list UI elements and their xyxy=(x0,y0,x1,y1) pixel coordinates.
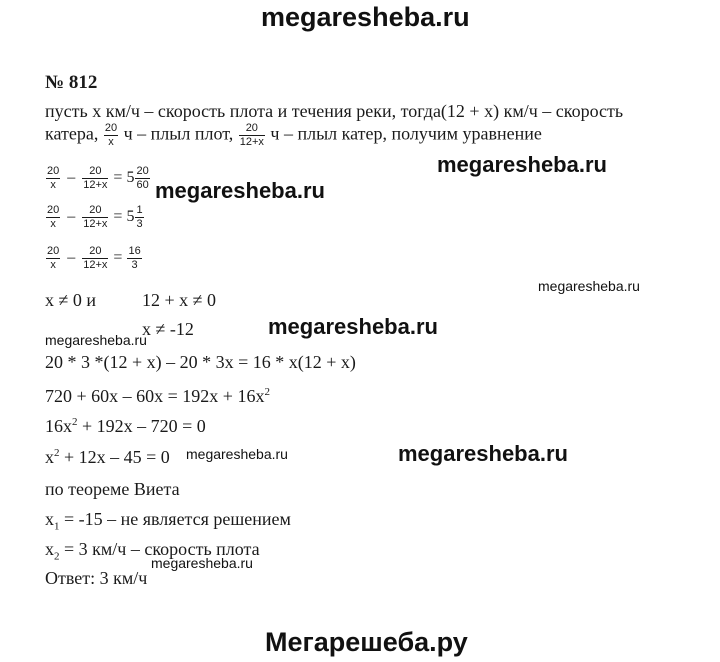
fraction xyxy=(135,165,149,192)
fraction xyxy=(135,204,143,231)
answer-line: Ответ: 3 км/ч xyxy=(45,568,148,588)
watermark-large: megaresheba.ru xyxy=(398,441,568,466)
step-text: 720 + 60x – 60x = 192x + 16x xyxy=(45,386,265,406)
denominator: x xyxy=(50,217,56,230)
statement-line-1: пусть x км/ч – скорость плота и течения реки, тогда(12 + x) км/ч – скорость xyxy=(45,101,624,121)
statement-text: ч – плыл плот, xyxy=(123,123,234,144)
fraction xyxy=(46,245,60,272)
denominator: x xyxy=(50,258,56,271)
equation-2 xyxy=(45,202,145,232)
step-4 xyxy=(45,442,170,468)
fraction xyxy=(46,204,60,231)
watermark-small: megaresheba.ru xyxy=(186,446,288,462)
numerator: 20 xyxy=(82,165,108,179)
fraction xyxy=(82,165,108,192)
numerator: 1 xyxy=(136,203,143,216)
denominator: 12+x xyxy=(83,258,108,271)
equation-1 xyxy=(45,163,151,193)
watermark-large: megaresheba.ru xyxy=(155,178,325,203)
fraction-20-over-12x xyxy=(239,122,265,149)
fraction xyxy=(46,165,60,192)
denominator: 12+x xyxy=(83,178,108,191)
step-text: x xyxy=(45,509,54,529)
numerator: 20 xyxy=(239,122,265,136)
numerator: 20 xyxy=(47,244,60,257)
equation-3 xyxy=(45,243,143,273)
minus-sign: – xyxy=(67,169,76,187)
numerator: 20 xyxy=(82,204,108,218)
statement-text: ч – плыл катер, получим уравнение xyxy=(270,123,542,144)
step-text: + 192x – 720 = 0 xyxy=(77,416,206,436)
problem-number: № 812 xyxy=(45,72,98,93)
header-watermark: megaresheba.ru xyxy=(261,2,470,32)
denominator: x xyxy=(50,178,56,191)
watermark-large: megaresheba.ru xyxy=(437,152,607,177)
minus-sign: – xyxy=(67,249,76,267)
minus-sign: – xyxy=(67,208,76,226)
fraction xyxy=(82,245,108,272)
step-text: x xyxy=(45,447,54,467)
exponent: 2 xyxy=(264,386,270,398)
step-3 xyxy=(45,411,206,437)
footer-watermark: Мегарешеба.ру xyxy=(265,627,468,657)
watermark-small: megaresheba.ru xyxy=(45,332,147,348)
numerator: 16 xyxy=(128,244,141,257)
fraction xyxy=(82,204,108,231)
denominator: 3 xyxy=(136,217,143,230)
denominator: 12+x xyxy=(83,217,108,230)
step-text: = 3 км/ч – скорость плота xyxy=(59,539,260,559)
restriction-3: x ≠ -12 xyxy=(142,319,194,339)
denominator: x xyxy=(108,136,114,148)
step-text: + 12x – 45 = 0 xyxy=(59,447,170,467)
subscript: 1 xyxy=(54,520,60,533)
vieta-line: по теореме Виета xyxy=(45,479,180,499)
numerator: 20 xyxy=(136,164,149,177)
watermark-small: megaresheba.ru xyxy=(151,555,253,571)
denominator: 12+x xyxy=(239,136,264,148)
step-text: x xyxy=(45,539,54,559)
exponent: 2 xyxy=(54,447,60,459)
exponent: 2 xyxy=(72,416,78,428)
statement-text: катера, xyxy=(45,123,99,144)
equals-sign: = xyxy=(113,249,123,266)
step-text: = -15 – не является решением xyxy=(59,509,291,529)
equals-five: = 5 xyxy=(113,208,135,225)
watermark-small: megaresheba.ru xyxy=(538,278,640,294)
numerator: 20 xyxy=(47,203,60,216)
fraction-20-over-x xyxy=(104,122,118,149)
numerator: 20 xyxy=(104,122,118,134)
step-2 xyxy=(45,381,270,407)
statement-line-2 xyxy=(45,122,542,149)
restriction-2: 12 + x ≠ 0 xyxy=(142,290,217,310)
root-1 xyxy=(45,508,291,538)
step-text: 16x xyxy=(45,416,72,436)
denominator: 60 xyxy=(136,178,149,191)
equals-five: = 5 xyxy=(113,169,135,186)
watermark-large: megaresheba.ru xyxy=(268,314,438,339)
numerator: 20 xyxy=(47,164,60,177)
step-1: 20 * 3 *(12 + x) – 20 * 3x = 16 * x(12 + x) xyxy=(45,352,356,372)
denominator: 3 xyxy=(131,258,138,271)
fraction xyxy=(127,245,141,272)
subscript: 2 xyxy=(54,550,60,563)
restriction-1: x ≠ 0 и xyxy=(45,290,97,310)
numerator: 20 xyxy=(82,245,108,259)
